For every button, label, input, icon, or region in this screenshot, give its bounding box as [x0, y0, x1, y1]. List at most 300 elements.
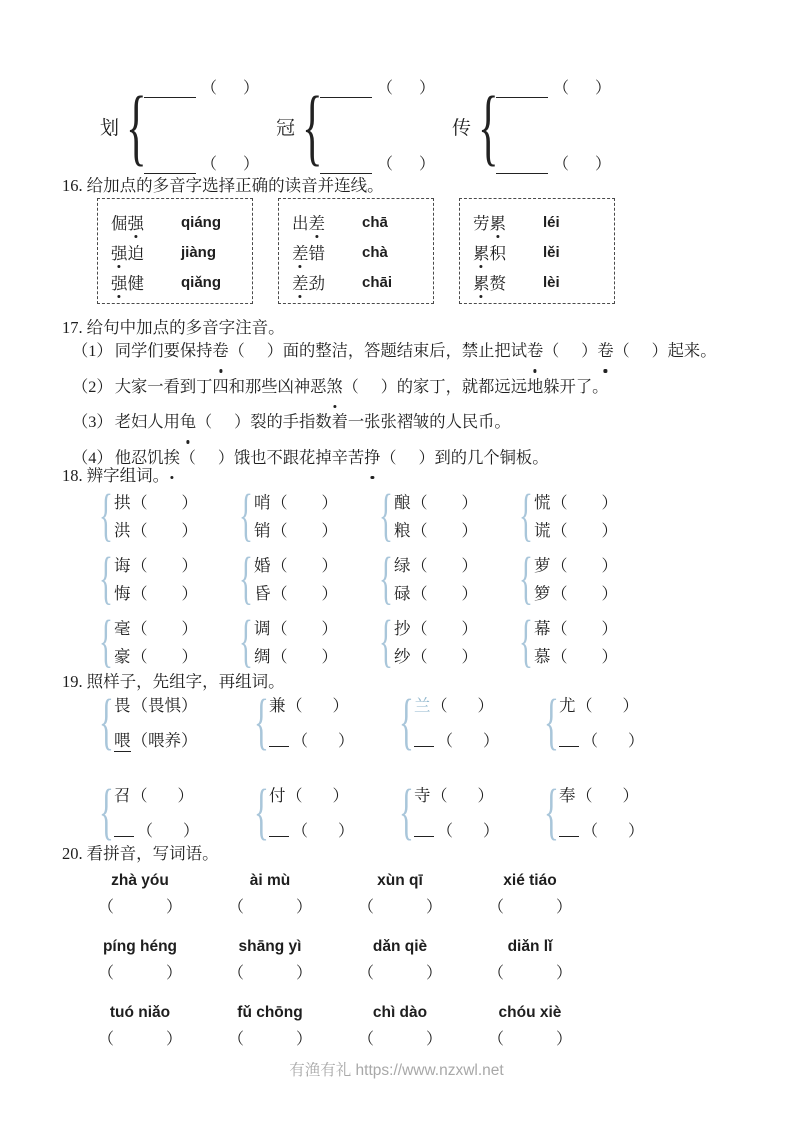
answer-parens-row [75, 1028, 595, 1055]
char: 强 [111, 270, 128, 294]
blank-parens: （ ） [582, 732, 645, 750]
blank-parens: （ ） [553, 156, 612, 173]
brace-group [276, 78, 436, 174]
blank-parens: （ ） [131, 557, 198, 575]
blank-parens: （ ） [228, 343, 283, 360]
pinyin-row [75, 866, 595, 896]
character: 慕 [534, 647, 551, 666]
answer-line [559, 732, 579, 747]
polyphone-word [292, 240, 362, 264]
answer-line [496, 83, 548, 98]
top-row [414, 782, 499, 806]
answer-rows [496, 78, 611, 174]
component-char: 奉 [559, 786, 576, 805]
char: 强 [111, 240, 128, 264]
char-blank-row [254, 616, 338, 638]
char-pair [515, 482, 655, 547]
pinyin-row-pair [75, 866, 595, 923]
character: 调 [254, 619, 271, 638]
sentence-text: 大家一看到丁四和那些凶神恶 [114, 376, 327, 396]
blank-parens: （ ） [551, 494, 618, 512]
sentence-text: 到的几个铜板。 [434, 447, 549, 467]
sentence-label: （2） [72, 376, 113, 396]
brace-glyph: { [99, 482, 113, 547]
answer-line [269, 822, 289, 837]
answer-blank-row [144, 154, 259, 174]
pinyin-row-pair [75, 998, 595, 1055]
char-blank-row [394, 581, 478, 603]
answer-parens: （ ） [227, 965, 313, 982]
brace-glyph: { [478, 78, 499, 174]
char-blank-row [114, 490, 198, 512]
polyphone-word [111, 210, 181, 234]
blank-parens: （ ） [179, 449, 234, 467]
option-box [278, 198, 434, 304]
q18-title: 辨字组词。 [86, 466, 170, 485]
char-blank-row [114, 518, 198, 540]
blank-parens: （ ） [196, 414, 251, 431]
sentence-text: 的家丁，就都远远地躲开了。 [396, 376, 609, 396]
brace-glyph: { [302, 78, 323, 174]
blank-parens: （ ） [551, 585, 618, 603]
option-row [292, 237, 433, 267]
blank-parens: （ ） [551, 522, 618, 540]
pair-column [114, 553, 198, 603]
option-box [459, 198, 615, 304]
group-column [114, 782, 199, 841]
char-blank-row [114, 616, 198, 638]
blank-parens: （ ） [131, 620, 198, 638]
brace-glyph: { [254, 777, 269, 846]
bottom-row [414, 727, 499, 751]
char-blank-row [534, 490, 618, 512]
blank-parens: （ ） [292, 732, 355, 750]
top-row [559, 692, 644, 716]
answer-rows [144, 78, 259, 174]
blank-parens: （ ） [551, 620, 618, 638]
group-column [559, 782, 644, 841]
character: 毫 [114, 619, 131, 638]
word-building-group [95, 777, 250, 846]
brace-glyph: { [399, 687, 414, 756]
top-row [269, 782, 354, 806]
bottom-row [114, 817, 199, 841]
option-row [292, 207, 433, 237]
char: 累 [490, 210, 507, 234]
pinyin-label: tuó niǎo [109, 1004, 171, 1021]
pinyin-option: qiáng [181, 213, 221, 231]
char: 强 [128, 210, 145, 234]
char-pair [235, 482, 375, 547]
brace-glyph: { [99, 608, 113, 673]
answer-parens: （ ） [97, 899, 183, 916]
pair-column [394, 616, 478, 666]
char-blank-row [394, 616, 478, 638]
char-pair [375, 608, 515, 673]
blank-parens: （ ） [431, 697, 494, 715]
blank-parens: （ ） [131, 494, 198, 512]
sentence [72, 405, 717, 441]
group-column [559, 692, 644, 751]
q20-title: 看拼音，写词语。 [86, 844, 219, 863]
answer-parens: （ ） [227, 899, 313, 916]
option-row [111, 267, 252, 297]
q18-number: 18. [62, 466, 83, 485]
character: 抄 [394, 619, 411, 638]
char-pair [375, 482, 515, 547]
bottom-row [114, 727, 198, 751]
blank-parens: （ ） [271, 522, 338, 540]
top-row [114, 692, 198, 716]
answer-parens-row [75, 962, 595, 989]
bottom-row [559, 817, 644, 841]
pair-row-group [95, 545, 655, 610]
sentence-text: 他忍饥 [114, 447, 164, 467]
char: 迫 [127, 244, 144, 263]
blank-parens: （ ） [286, 697, 349, 715]
sentence [72, 370, 717, 406]
char-blank-row [254, 490, 338, 512]
example-char: 喂 [114, 727, 131, 752]
character: 拱 [114, 493, 131, 512]
char: 劲 [308, 274, 325, 293]
q16-number: 16. [62, 176, 83, 195]
character: 慌 [534, 493, 551, 512]
component-char: 召 [114, 786, 131, 805]
q19-heading [62, 668, 285, 692]
component-char: 寺 [414, 786, 431, 805]
group-row [95, 777, 680, 846]
pinyin-option: chà [362, 243, 388, 261]
option-box [97, 198, 253, 304]
component-char: 付 [269, 786, 286, 805]
blank-parens: （ ） [437, 732, 500, 750]
blank-parens: （ ） [201, 156, 260, 173]
char-pair [95, 482, 235, 547]
blank-parens: （ ） [131, 648, 198, 666]
top-row [559, 782, 644, 806]
pinyin-row [75, 932, 595, 962]
q20-heading [62, 840, 219, 864]
pinyin-label: zhà yóu [111, 872, 169, 889]
sentence-text: 老妇人用 [114, 412, 180, 431]
character: 酿 [394, 493, 411, 512]
example-word: （喂养） [131, 731, 198, 750]
char-pair [235, 545, 375, 610]
q17-number: 17. [62, 318, 83, 337]
sentence-text: 卷 [212, 334, 228, 369]
pinyin-option: léi [543, 213, 560, 231]
polyphone-word [292, 210, 362, 234]
answer-parens-row [75, 896, 595, 923]
char-pair [515, 608, 655, 673]
top-row [414, 692, 499, 716]
top-row [114, 782, 199, 806]
blank-parens: （ ） [551, 648, 618, 666]
q18-heading [62, 462, 169, 486]
brace-glyph: { [99, 777, 114, 846]
char-blank-row [114, 644, 198, 666]
char-pair [95, 545, 235, 610]
pair-column [534, 553, 618, 603]
char-blank-row [534, 616, 618, 638]
word-building-group [250, 777, 395, 846]
word-building-group [395, 687, 540, 756]
answer-blank-row [496, 154, 611, 174]
polyphone-word [473, 210, 543, 234]
q16-option-boxes [97, 198, 615, 304]
pair-row-group [95, 608, 655, 673]
pinyin-row [75, 998, 595, 1028]
pair-row-group [95, 482, 655, 547]
sentence-text: 裂的手指数着一张张褶皱的人民币。 [250, 412, 511, 431]
option-row [473, 267, 614, 297]
pinyin-label: dǎn qiè [372, 938, 428, 955]
q20-number: 20. [62, 844, 83, 863]
answer-parens: （ ） [487, 965, 573, 982]
group-column [414, 692, 499, 751]
blank-parens: （ ） [582, 822, 645, 840]
character: 昏 [254, 584, 271, 603]
pinyin-label: xié tiáo [503, 872, 557, 889]
blank-parens: （ ） [411, 494, 478, 512]
group-column [114, 692, 198, 751]
option-row [111, 237, 252, 267]
component-char: 兰 [414, 696, 431, 715]
char-blank-row [114, 581, 198, 603]
q20-pinyin-grid [75, 866, 595, 1064]
answer-blank-row [320, 154, 435, 174]
option-row [473, 207, 614, 237]
character: 粮 [394, 521, 411, 540]
group-character: 划 [100, 117, 120, 139]
answer-blank-row [496, 78, 611, 98]
character: 绸 [254, 647, 271, 666]
character: 哨 [254, 493, 271, 512]
top-row [269, 692, 354, 716]
pinyin-label: chì dào [372, 1004, 428, 1021]
blank-parens: （ ） [411, 620, 478, 638]
char-blank-row [534, 518, 618, 540]
blank-parens: （ ） [271, 648, 338, 666]
pinyin-option: lěi [543, 243, 560, 261]
character: 绿 [394, 556, 411, 575]
brace-group [452, 78, 612, 174]
sentence-label: （1） [72, 341, 113, 360]
answer-line [559, 822, 579, 837]
char-blank-row [114, 553, 198, 575]
pair-column [394, 490, 478, 540]
q17-title: 给句中加点的多音字注音。 [86, 318, 285, 337]
blank-parens: （ ） [131, 522, 198, 540]
pinyin-option: lèi [543, 273, 560, 291]
blank-parens: （ ） [411, 557, 478, 575]
answer-parens: （ ） [97, 965, 183, 982]
brace-glyph: { [239, 608, 253, 673]
polyphone-word [292, 270, 362, 294]
answer-line [496, 159, 548, 174]
word-building-group [395, 777, 540, 846]
char: 差 [292, 270, 309, 294]
q17-sentences [72, 334, 717, 476]
pinyin-label: shāng yì [238, 938, 302, 955]
sentence-label: （4） [72, 447, 113, 467]
polyphone-word [473, 270, 543, 294]
answer-line [414, 732, 434, 747]
q18-char-pairs [95, 482, 655, 677]
char-blank-row [394, 644, 478, 666]
answer-line [414, 822, 434, 837]
char-blank-row [394, 490, 478, 512]
answer-blank-row [144, 78, 259, 98]
brace-glyph: { [519, 482, 533, 547]
character: 箩 [534, 584, 551, 603]
answer-rows [320, 78, 435, 174]
blank-parens: （ ） [551, 557, 618, 575]
word-building-group [95, 687, 250, 756]
character: 悔 [114, 584, 131, 603]
char-blank-row [254, 553, 338, 575]
blank-parens: （ ） [543, 343, 598, 360]
sentence [72, 334, 717, 370]
blank-parens: （ ） [271, 585, 338, 603]
brace-glyph: { [379, 608, 393, 673]
char-blank-row [394, 518, 478, 540]
brace-glyph: { [239, 482, 253, 547]
char: 劳 [473, 214, 490, 233]
sentence-text: 挨 [164, 441, 180, 476]
character: 幕 [534, 619, 551, 638]
pair-column [254, 616, 338, 666]
polyphone-word [111, 240, 181, 264]
polyphone-word [111, 270, 181, 294]
answer-line [144, 83, 196, 98]
sentence-text: 饿也不跟花掉辛苦 [233, 447, 365, 467]
blank-parens: （ ） [271, 620, 338, 638]
char: 倔 [111, 214, 128, 233]
char: 累 [473, 240, 490, 264]
char-blank-row [254, 581, 338, 603]
character: 销 [254, 521, 271, 540]
group-column [269, 692, 354, 751]
char-pair [235, 608, 375, 673]
blank-parens: （ ） [131, 787, 194, 805]
pair-column [534, 490, 618, 540]
pinyin-label: xùn qī [377, 872, 423, 889]
word-building-group [540, 777, 680, 846]
blank-parens: （ ） [613, 343, 668, 360]
brace-group [100, 78, 260, 174]
blank-parens: （ ） [292, 822, 355, 840]
component-char: 兼 [269, 696, 286, 715]
character: 洪 [114, 521, 131, 540]
brace-glyph: { [399, 777, 414, 846]
option-row [473, 237, 614, 267]
char: 差 [292, 240, 309, 264]
pinyin-label: fǔ chōng [237, 1004, 303, 1021]
char-blank-row [534, 581, 618, 603]
footer-watermark: 有渔有礼 https://www.nzxwl.net [289, 1062, 504, 1079]
char-pair [375, 545, 515, 610]
char-pair [95, 608, 235, 673]
sentence-label: （3） [72, 412, 113, 431]
pinyin-option: chāi [362, 273, 393, 291]
pair-column [114, 616, 198, 666]
pinyin-option: jiàng [181, 243, 217, 261]
blank-parens: （ ） [576, 697, 639, 715]
answer-parens: （ ） [357, 899, 443, 916]
pinyin-label: diǎn lǐ [507, 938, 553, 955]
pinyin-label: ài mù [249, 872, 291, 889]
bottom-row [414, 817, 499, 841]
answer-parens: （ ） [487, 1031, 573, 1048]
answer-line [320, 83, 372, 98]
blank-parens: （ ） [431, 787, 494, 805]
pair-column [254, 553, 338, 603]
answer-line [269, 732, 289, 747]
pair-column [254, 490, 338, 540]
blank-parens: （ ） [131, 585, 198, 603]
blank-parens: （ ） [137, 822, 200, 840]
char-blank-row [534, 553, 618, 575]
blank-parens: （ ） [380, 449, 435, 467]
bottom-row [269, 817, 354, 841]
pinyin-option: chā [362, 213, 388, 231]
blank-parens: （ ） [286, 787, 349, 805]
sentence-text: 煞 [326, 370, 342, 405]
blank-parens: （ ） [377, 80, 436, 97]
brace-glyph: { [544, 687, 559, 756]
group-character: 传 [452, 117, 472, 139]
char: 累 [473, 270, 490, 294]
char: 出 [292, 214, 309, 233]
pinyin-row-pair [75, 932, 595, 989]
sentence-text: 同学们要保持 [114, 341, 213, 360]
option-row [111, 207, 252, 237]
q16-heading [62, 172, 384, 196]
answer-parens: （ ） [227, 1031, 313, 1048]
word-building-group [250, 687, 395, 756]
sentence-text: 挣 [364, 441, 380, 476]
answer-parens: （ ） [97, 1031, 183, 1048]
pinyin-label: píng héng [102, 938, 178, 955]
answer-parens: （ ） [357, 1031, 443, 1048]
sentence-text: 面的整洁，答题结束后，禁止把试 [282, 341, 527, 360]
sentence-text: 卷 [527, 334, 543, 369]
group-column [414, 782, 499, 841]
polyphone-brace-groups [100, 78, 612, 174]
character: 碌 [394, 584, 411, 603]
blank-parens: （ ） [437, 822, 500, 840]
q19-title: 照样子，先组字，再组词。 [86, 672, 285, 691]
char: 错 [308, 244, 325, 263]
pair-column [534, 616, 618, 666]
brace-glyph: { [99, 687, 114, 756]
pair-column [394, 553, 478, 603]
character: 婚 [254, 556, 271, 575]
group-character: 冠 [276, 117, 296, 139]
blank-parens: （ ） [411, 585, 478, 603]
character: 萝 [534, 556, 551, 575]
brace-glyph: { [544, 777, 559, 846]
answer-line [114, 822, 134, 837]
brace-glyph: { [254, 687, 269, 756]
blank-parens: （ ） [271, 494, 338, 512]
blank-parens: （ ） [553, 80, 612, 97]
character: 豪 [114, 647, 131, 666]
answer-parens: （ ） [357, 965, 443, 982]
blank-parens: （ ） [576, 787, 639, 805]
